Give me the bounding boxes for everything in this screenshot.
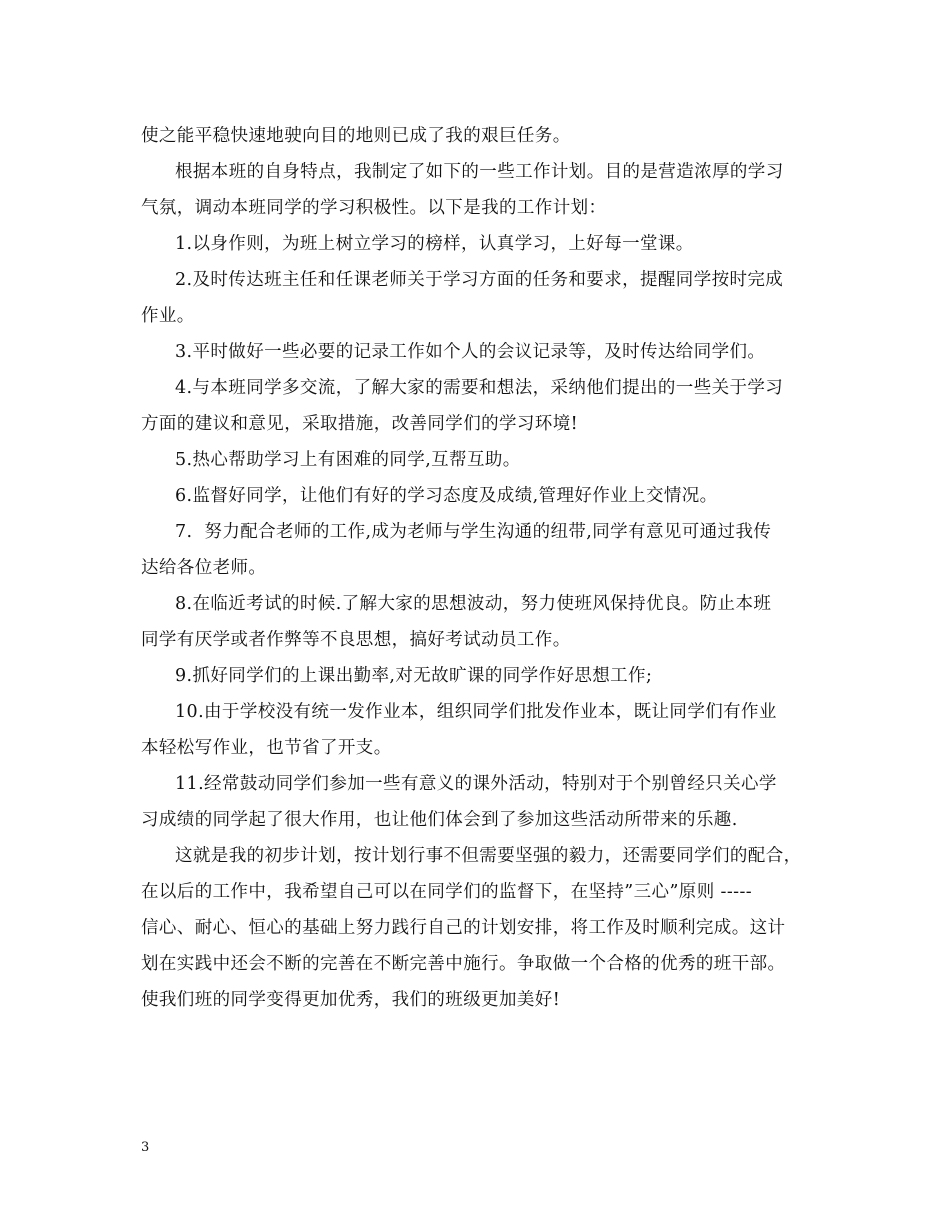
text-line: 10.由于学校没有统一发作业本，组织同学们批发作业本，既让同学们有作业 [175, 702, 777, 722]
document-body [141, 118, 825, 1018]
text-line: 9.抓好同学们的上课出勤率,对无故旷课的同学作好思想工作; [175, 666, 653, 686]
text-line: 根据本班的自身特点，我制定了如下的一些工作计划。目的是营造浓厚的学习 [175, 162, 784, 182]
text-line: 习成绩的同学起了很大作用，也让他们体会到了参加这些活动所带来的乐趣. [141, 810, 738, 830]
text-line: 5.热心帮助学习上有困难的同学,互帮互助。 [175, 450, 521, 470]
text-line: 作业。 [141, 306, 195, 326]
text-line: 本轻松写作业，也节省了开支。 [141, 738, 392, 758]
text-line: 1.以身作则，为班上树立学习的榜样，认真学习，上好每一堂课。 [175, 234, 694, 254]
text-line: 气氛，调动本班同学的学习积极性。以下是我的工作计划： [141, 198, 607, 218]
text-line: 达给各位老师。 [141, 558, 267, 578]
text-line: 划在实践中还会不断的完善在不断完善中施行。争取做一个合格的优秀的班干部。 [141, 954, 786, 974]
text-line: 8.在临近考试的时候.了解大家的思想波动，努力使班风保持优良。防止本班 [175, 594, 772, 614]
text-line: 6.监督好同学，让他们有好的学习态度及成绩,管理好作业上交情况。 [175, 486, 718, 506]
page-number: 3 [141, 1140, 150, 1155]
text-line: 方面的建议和意见，采取措施，改善同学们的学习环境! [141, 414, 579, 434]
text-line: 同学有厌学或者作弊等不良思想，搞好考试动员工作。 [141, 630, 571, 650]
text-line: 这就是我的初步计划，按计划行事不但需要坚强的毅力，还需要同学们的配合， [175, 846, 802, 866]
text-line: 使我们班的同学变得更加优秀，我们的班级更加美好! [141, 990, 561, 1010]
text-line: 3.平时做好一些必要的记录工作如个人的会议记录等，及时传达给同学们。 [175, 342, 766, 362]
text-line: 4.与本班同学多交流，了解大家的需要和想法，采纳他们提出的一些关于学习 [175, 378, 784, 398]
text-line: 2.及时传达班主任和任课老师关于学习方面的任务和要求，提醒同学按时完成 [175, 270, 784, 290]
text-line: 在以后的工作中，我希望自己可以在同学们的监督下，在坚持”三心”原则 ----- [141, 882, 753, 902]
text-line: 使之能平稳快速地驶向目的地则已成了我的艰巨任务。 [141, 126, 571, 146]
text-line: 11.经常鼓动同学们参加一些有意义的课外活动，特别对于个别曾经只关心学 [175, 774, 777, 794]
text-line: 7. 努力配合老师的工作,成为老师与学生沟通的纽带,同学有意见可通过我传 [175, 522, 772, 542]
text-line: 信心、耐心、恒心的基础上努力践行自己的计划安排，将工作及时顺利完成。这计 [141, 918, 786, 938]
